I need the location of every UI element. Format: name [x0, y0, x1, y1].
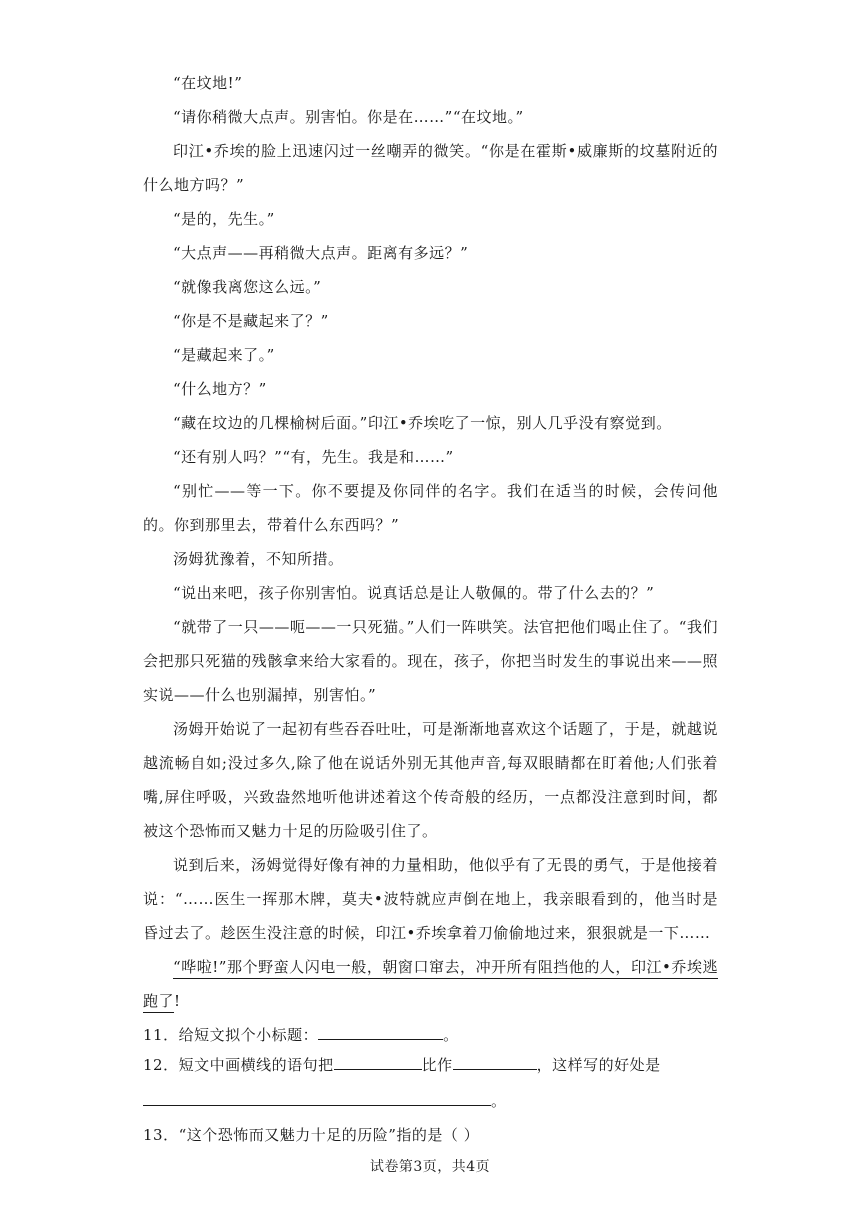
- end-mark: !: [174, 992, 181, 1010]
- narration-paragraph: 印江•乔埃的脸上迅速闪过一丝嘲弄的微笑。“你是在霍斯•威廉斯的坟墓附近的什么地方吗？”: [143, 142, 718, 194]
- question-12-line2: [143, 1084, 718, 1118]
- narration-paragraph: 说到后来，汤姆觉得好像有神的力量相助，他似乎有了无畏的勇气，于是他接着说：“……医生一挥那木牌，莫夫•波特就应声倒在地上，我亲眼看到的，他当时是昏过去了。趁医生没注意的时候，印江•乔埃拿着刀偷偷地过来，狠狠就是一下……: [143, 856, 718, 942]
- narration-paragraph: 汤姆开始说了一起初有些吞吞吐吐，可是渐渐地喜欢这个话题了，于是，就越说越流畅自如;没过多久,除了他在说话外别无其他声音,每双眼睛都在盯着他;人们张着嘴,屏住呼吸，兴致盎然地听他讲述着这个传奇般的经历，一点都没注意到时间，都被这个恐怖而又魅力十足的历险吸引住了。: [143, 720, 718, 840]
- q12-text: 12．短文中画横线的语句把: [143, 1056, 334, 1074]
- question-11: [143, 1018, 718, 1052]
- page-footer: 试卷第3页，共4页: [369, 1159, 491, 1175]
- dialogue-line: “藏在坟边的几棵榆树后面。”印江•乔埃吃了一惊，别人几乎没有察觉到。: [173, 414, 672, 432]
- answer-blank[interactable]: [318, 1023, 443, 1040]
- underlined-sentence: “哗啦!”那个野蛮人闪电一般，朝窗口窜去，冲开所有阻挡他的人，印江•乔埃逃跑了: [143, 958, 718, 1010]
- answer-blank[interactable]: [453, 1053, 537, 1070]
- underlined-sentence-paragraph: [143, 950, 718, 1018]
- dialogue-line: “就像我离您这么远。”: [173, 278, 322, 296]
- q12-suffix: ，这样写的好处是: [536, 1056, 661, 1074]
- question-12: [143, 1048, 718, 1082]
- q11-end: 。: [443, 1026, 459, 1044]
- dialogue-paragraph: “别忙——等一下。你不要提及你同伴的名字。我们在适当的时候，会传问他的。你到那里去，带着什么东西吗？”: [143, 482, 718, 534]
- answer-blank[interactable]: [334, 1053, 422, 1070]
- dialogue-line: “你是不是藏起来了？”: [173, 312, 329, 330]
- dialogue-line: “什么地方？”: [173, 380, 267, 398]
- dialogue-paragraph: “就带了一只——呃——一只死猫。”人们一阵哄笑。法官把他们喝止住了。“我们会把那只死猫的残骸拿来给大家看的。现在，孩子，你把当时发生的事说出来——照实说——什么也别漏掉，别害怕。”: [143, 618, 718, 704]
- dialogue-line: “在坟地!”: [173, 74, 243, 92]
- dialogue-line: “大点声——再稍微大点声。距离有多远？”: [173, 244, 469, 262]
- narration-line: 汤姆犹豫着，不知所措。: [173, 550, 344, 568]
- dialogue-line: “说出来吧，孩子你别害怕。说真话总是让人敬佩的。带了什么去的？”: [173, 584, 655, 602]
- dialogue-line: “还有别人吗？”“有，先生。我是和……”: [173, 448, 454, 466]
- dialogue-line: “请你稍微大点声。别害怕。你是在……”“在坟地。”: [173, 108, 524, 126]
- question-13: 13．“这个恐怖而又魅力十足的历险”指的是（ ）: [143, 1126, 480, 1144]
- answer-blank[interactable]: [143, 1089, 491, 1106]
- dialogue-line: “是藏起来了。”: [173, 346, 275, 364]
- q12-mid: 比作: [421, 1056, 453, 1074]
- q12-end: 。: [491, 1092, 507, 1110]
- q11-text: 11．给短文拟个小标题：: [143, 1026, 319, 1044]
- dialogue-line: “是的，先生。”: [173, 210, 275, 228]
